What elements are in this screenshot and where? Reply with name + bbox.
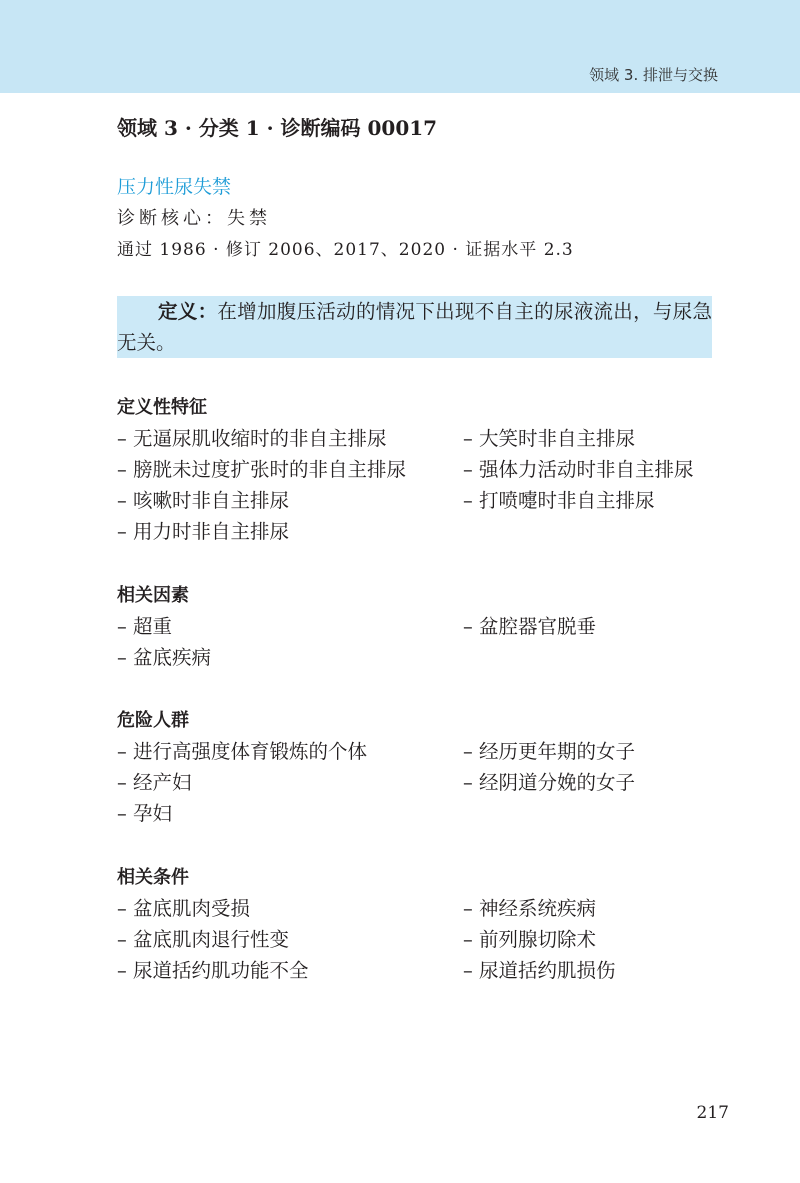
list-item: – 尿道括约肌损伤 bbox=[463, 958, 616, 982]
left-column bbox=[117, 736, 463, 829]
definition-label: 定义： bbox=[158, 300, 218, 323]
list-item: – 咳嗽时非自主排尿 bbox=[117, 489, 289, 512]
diagnosis-focus: 诊断核心：失禁 bbox=[117, 208, 271, 229]
section-associated-conditions bbox=[117, 862, 712, 986]
page-heading: 领域 3 · 分类 1 · 诊断编码 00017 bbox=[117, 116, 438, 140]
diagnosis-title: 压力性尿失禁 bbox=[117, 176, 232, 198]
header-band bbox=[0, 0, 800, 93]
list-item: – 进行高强度体育锻炼的个体 bbox=[117, 740, 367, 763]
definition-box bbox=[117, 296, 712, 358]
list-item: – 盆腔器官脱垂 bbox=[463, 614, 596, 638]
section-columns bbox=[117, 611, 712, 673]
right-column bbox=[463, 423, 712, 547]
list-item: – 经阴道分娩的女子 bbox=[463, 771, 635, 794]
list-item: – 用力时非自主排尿 bbox=[117, 520, 289, 543]
list-item: – 打喷嚏时非自主排尿 bbox=[463, 489, 655, 512]
left-column bbox=[117, 611, 463, 673]
right-column bbox=[463, 893, 712, 986]
list-item: – 经历更年期的女子 bbox=[463, 740, 635, 763]
section-columns bbox=[117, 423, 712, 547]
section-related-factors bbox=[117, 580, 712, 673]
section-title: 定义性特征 bbox=[117, 397, 207, 418]
list-item: – 大笑时非自主排尿 bbox=[463, 427, 635, 450]
list-item: – 盆底肌肉退行性变 bbox=[117, 927, 289, 951]
diagnosis-history: 通过 1986 · 修订 2006、2017、2020 · 证据水平 2.3 bbox=[117, 240, 574, 260]
list-item: – 盆底疾病 bbox=[117, 645, 211, 669]
section-defining-characteristics bbox=[117, 392, 712, 547]
list-item: – 盆底肌肉受损 bbox=[117, 896, 250, 920]
list-item: – 经产妇 bbox=[117, 771, 192, 794]
section-at-risk-population bbox=[117, 705, 712, 829]
list-item: – 神经系统疾病 bbox=[463, 896, 596, 920]
section-title: 危险人群 bbox=[117, 710, 189, 731]
list-item: – 膀胱未过度扩张时的非自主排尿 bbox=[117, 458, 406, 481]
list-item: – 孕妇 bbox=[117, 802, 172, 825]
section-title: 相关条件 bbox=[117, 866, 189, 888]
sections bbox=[117, 392, 712, 1018]
section-columns bbox=[117, 893, 712, 986]
definition-text: 在增加腹压活动的情况下出现不自主的尿液流出，与尿急无关。 bbox=[117, 300, 712, 354]
page-number: 217 bbox=[696, 1103, 729, 1123]
list-item: – 无逼尿肌收缩时的非自主排尿 bbox=[117, 427, 387, 450]
left-column bbox=[117, 893, 463, 986]
right-column bbox=[463, 736, 712, 829]
left-column bbox=[117, 423, 463, 547]
list-item: – 强体力活动时非自主排尿 bbox=[463, 458, 694, 481]
section-columns bbox=[117, 736, 712, 829]
running-title: 领域 3. 排泄与交换 bbox=[589, 66, 718, 84]
list-item: – 尿道括约肌功能不全 bbox=[117, 958, 309, 982]
section-title: 相关因素 bbox=[117, 584, 189, 606]
list-item: – 前列腺切除术 bbox=[463, 927, 596, 951]
list-item: – 超重 bbox=[117, 614, 172, 638]
right-column bbox=[463, 611, 712, 673]
